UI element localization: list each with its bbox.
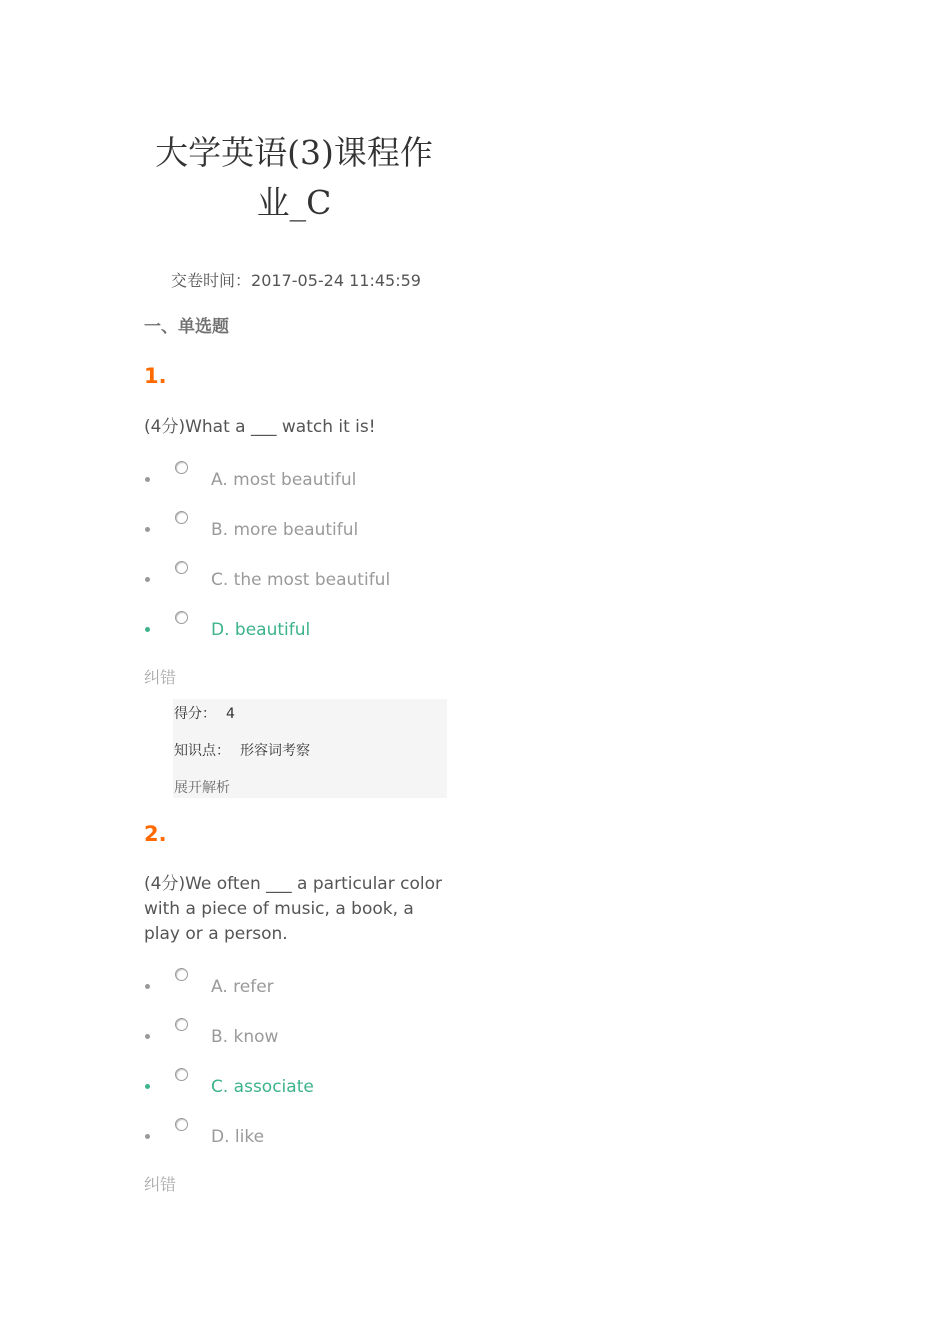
- submit-time-label: 交卷时间：: [171, 271, 252, 290]
- bullet-icon: [145, 1084, 150, 1089]
- knowledge-value: 形容词考察: [240, 743, 310, 759]
- option-label: C. associate: [211, 1077, 314, 1097]
- radio-button[interactable]: [175, 1068, 188, 1081]
- option-label: A. refer: [211, 977, 274, 997]
- option-label: B. know: [211, 1027, 279, 1047]
- knowledge-label: 知识点：: [174, 743, 230, 759]
- radio-button[interactable]: [175, 1018, 188, 1031]
- report-error-link[interactable]: 纠错: [144, 668, 177, 687]
- bullet-icon: [145, 1134, 150, 1139]
- score-label: 得分：: [174, 706, 216, 722]
- radio-button[interactable]: [175, 561, 188, 574]
- knowledge-row: [174, 740, 310, 760]
- option-label: C. the most beautiful: [211, 570, 391, 590]
- page-title: 大学英语(3)课程作业_C: [155, 133, 433, 222]
- bullet-icon: [145, 477, 150, 482]
- bullet-icon: [145, 984, 150, 989]
- section-heading: 一、单选题: [144, 317, 229, 337]
- bullet-icon: [145, 627, 150, 632]
- option-c[interactable]: [144, 561, 464, 591]
- option-label: A. most beautiful: [211, 470, 357, 490]
- option-a[interactable]: [144, 968, 464, 998]
- report-error-link[interactable]: 纠错: [144, 1175, 177, 1194]
- bullet-icon: [145, 577, 150, 582]
- option-d[interactable]: [144, 1118, 464, 1148]
- submit-time-value: 2017-05-24 11:45:59: [251, 271, 421, 290]
- radio-button[interactable]: [175, 511, 188, 524]
- score-value: 4: [226, 706, 235, 722]
- option-label: D. beautiful: [211, 620, 311, 640]
- radio-button[interactable]: [175, 611, 188, 624]
- option-label: B. more beautiful: [211, 520, 359, 540]
- radio-button[interactable]: [175, 461, 188, 474]
- submit-time: [171, 268, 421, 291]
- score-row: [174, 703, 235, 723]
- option-c[interactable]: [144, 1068, 464, 1098]
- option-b[interactable]: [144, 1018, 464, 1048]
- option-label: D. like: [211, 1127, 265, 1147]
- score-panel: [173, 699, 447, 798]
- option-b[interactable]: [144, 511, 464, 541]
- question-text: (4分)What a ___ watch it is!: [144, 417, 376, 437]
- option-d[interactable]: [144, 611, 464, 641]
- question-number: 2.: [144, 822, 167, 846]
- radio-button[interactable]: [175, 1118, 188, 1131]
- question-number: 1.: [144, 364, 167, 388]
- option-a[interactable]: [144, 461, 464, 491]
- question-text: (4分)We often ___ a particular color with a piece of music, a book, a play or a person.: [144, 874, 442, 944]
- bullet-icon: [145, 527, 150, 532]
- expand-analysis-link[interactable]: 展开解析: [174, 780, 230, 796]
- radio-button[interactable]: [175, 968, 188, 981]
- bullet-icon: [145, 1034, 150, 1039]
